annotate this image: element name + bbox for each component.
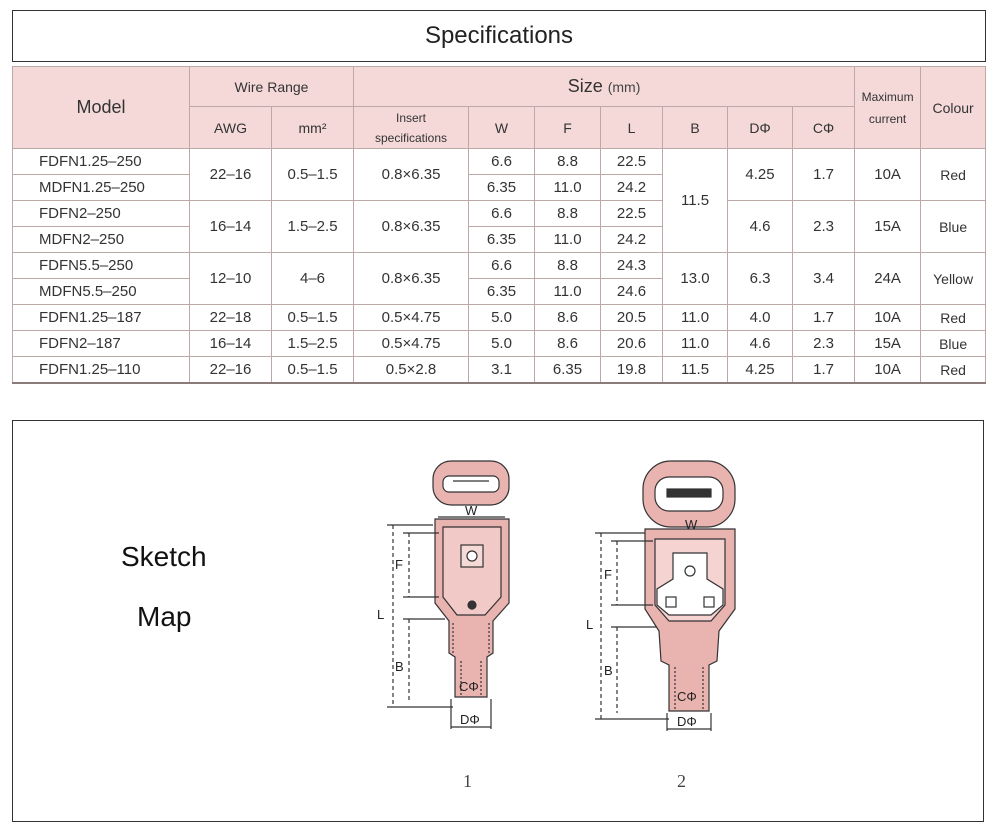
cell-awg: 22–16: [190, 357, 272, 384]
cell-insert: 0.5×4.75: [354, 331, 469, 357]
cell-l: 20.6: [601, 331, 663, 357]
cell-model: MDFN5.5–250: [13, 279, 190, 305]
cell-b: 11.5: [663, 357, 728, 384]
cell-l: 24.2: [601, 175, 663, 201]
cell-current: 10A: [855, 357, 921, 384]
cell-colour: Red: [921, 149, 986, 201]
cell-model: FDFN5.5–250: [13, 253, 190, 279]
cell-c: 1.7: [793, 357, 855, 384]
cell-l: 22.5: [601, 149, 663, 175]
specifications-title: Specifications: [12, 10, 986, 62]
terminal-drawings: [13, 421, 983, 821]
contact-tab: [666, 597, 676, 607]
table-row: [13, 149, 986, 175]
cell-f: 8.8: [535, 201, 601, 227]
cell-d: 4.6: [728, 201, 793, 253]
cell-current: 15A: [855, 201, 921, 253]
cell-w: 5.0: [469, 331, 535, 357]
cell-d: 4.25: [728, 357, 793, 384]
cell-model: FDFN2–187: [13, 331, 190, 357]
cell-d: 6.3: [728, 253, 793, 305]
cell-model: FDFN1.25–187: [13, 305, 190, 331]
cell-f: 6.35: [535, 357, 601, 384]
cell-f: 8.6: [535, 331, 601, 357]
cell-awg: 16–14: [190, 201, 272, 253]
label-f: F: [604, 567, 612, 582]
cell-awg: 22–16: [190, 149, 272, 201]
sketch-title-line1: Sketch: [121, 541, 207, 572]
header-insert-line2: specifications: [374, 130, 448, 145]
cell-f: 11.0: [535, 227, 601, 253]
label-w: W: [685, 517, 698, 532]
cell-model: MDFN2–250: [13, 227, 190, 253]
table-row: [13, 357, 986, 384]
header-f: F: [535, 107, 601, 149]
sketch-title-line2: Map: [137, 601, 192, 632]
cell-current: 24A: [855, 253, 921, 305]
header-colour: Colour: [921, 67, 986, 149]
cell-model: FDFN1.25–250: [13, 149, 190, 175]
table-row: [13, 253, 986, 279]
cell-w: 3.1: [469, 357, 535, 384]
cell-c: 1.7: [793, 305, 855, 331]
cell-f: 11.0: [535, 279, 601, 305]
cell-mm2: 0.5–1.5: [272, 149, 354, 201]
cell-w: 6.35: [469, 175, 535, 201]
cell-colour: Red: [921, 357, 986, 384]
header-model: Model: [13, 67, 190, 149]
sketch-map-panel: [12, 420, 984, 822]
cell-l: 24.3: [601, 253, 663, 279]
cell-mm2: 4–6: [272, 253, 354, 305]
table-row: [13, 331, 986, 357]
terminal-figure-2: [595, 461, 735, 731]
contact-dimple: [685, 566, 695, 576]
cell-l: 24.6: [601, 279, 663, 305]
cell-w: 6.6: [469, 253, 535, 279]
cell-mm2: 0.5–1.5: [272, 357, 354, 384]
figure-number-2: 2: [677, 771, 686, 791]
header-size-unit: (mm): [607, 79, 641, 95]
label-w: W: [465, 503, 478, 518]
cell-f: 8.8: [535, 253, 601, 279]
cell-w: 6.35: [469, 227, 535, 253]
cell-d: 4.25: [728, 149, 793, 201]
cell-awg: 12–10: [190, 253, 272, 305]
cell-insert: 0.5×2.8: [354, 357, 469, 384]
cell-b: 11.5: [663, 149, 728, 253]
cell-b: 13.0: [663, 253, 728, 305]
cell-c: 2.3: [793, 201, 855, 253]
cell-colour: Yellow: [921, 253, 986, 305]
cell-model: MDFN1.25–250: [13, 175, 190, 201]
cell-w: 6.35: [469, 279, 535, 305]
header-max-current: [855, 67, 921, 149]
cell-w: 6.6: [469, 201, 535, 227]
cell-current: 15A: [855, 331, 921, 357]
cell-awg: 16–14: [190, 331, 272, 357]
end-view-inner: [443, 476, 499, 492]
cell-colour: Blue: [921, 201, 986, 253]
cell-b: 11.0: [663, 331, 728, 357]
cell-model: FDFN1.25–110: [13, 357, 190, 384]
cell-mm2: 1.5–2.5: [272, 331, 354, 357]
header-w: W: [469, 107, 535, 149]
label-b: B: [395, 659, 404, 674]
label-b: B: [604, 663, 613, 678]
cell-d: 4.0: [728, 305, 793, 331]
cell-colour: Blue: [921, 331, 986, 357]
header-l: L: [601, 107, 663, 149]
contact-tab: [704, 597, 714, 607]
header-max-line2: current: [868, 111, 907, 126]
label-d: DΦ: [677, 714, 697, 729]
cell-insert: 0.8×6.35: [354, 149, 469, 201]
label-d: DΦ: [460, 712, 480, 727]
cell-insert: 0.5×4.75: [354, 305, 469, 331]
cell-current: 10A: [855, 305, 921, 331]
cell-f: 11.0: [535, 175, 601, 201]
cell-insert: 0.8×6.35: [354, 201, 469, 253]
header-max-line1: Maximum: [861, 89, 914, 104]
label-l: L: [377, 607, 385, 622]
header-insert: [354, 107, 469, 149]
cell-c: 3.4: [793, 253, 855, 305]
header-insert-line1: Insert: [396, 110, 427, 125]
cell-l: 22.5: [601, 201, 663, 227]
header-b: B: [663, 107, 728, 149]
cell-l: 24.2: [601, 227, 663, 253]
table-row: [13, 305, 986, 331]
header-size: [354, 67, 855, 107]
cell-f: 8.8: [535, 149, 601, 175]
cell-insert: 0.8×6.35: [354, 253, 469, 305]
specifications-table: [12, 66, 986, 384]
cell-f: 8.6: [535, 305, 601, 331]
cell-b: 11.0: [663, 305, 728, 331]
header-mm2: mm²: [272, 107, 354, 149]
header-size-label: Size: [567, 76, 603, 96]
terminal-figure-1: [387, 461, 509, 729]
cell-mm2: 0.5–1.5: [272, 305, 354, 331]
label-c: CΦ: [677, 689, 697, 704]
cell-d: 4.6: [728, 331, 793, 357]
label-f: F: [395, 557, 403, 572]
cell-w: 6.6: [469, 149, 535, 175]
header-wire-range: Wire Range: [190, 67, 354, 107]
table-row: [13, 201, 986, 227]
figure-number-1: 1: [463, 771, 472, 791]
label-l: L: [586, 617, 594, 632]
cell-model: FDFN2–250: [13, 201, 190, 227]
cell-l: 19.8: [601, 357, 663, 384]
label-c: CΦ: [459, 679, 479, 694]
cell-mm2: 1.5–2.5: [272, 201, 354, 253]
cell-awg: 22–18: [190, 305, 272, 331]
cell-l: 20.5: [601, 305, 663, 331]
cell-c: 2.3: [793, 331, 855, 357]
header-c: CΦ: [793, 107, 855, 149]
contact-dimple: [467, 551, 477, 561]
cell-current: 10A: [855, 149, 921, 201]
header-awg: AWG: [190, 107, 272, 149]
cell-w: 5.0: [469, 305, 535, 331]
stop-mark: [468, 601, 476, 609]
header-d: DΦ: [728, 107, 793, 149]
end-view-slot: [667, 489, 711, 497]
cell-c: 1.7: [793, 149, 855, 201]
cell-colour: Red: [921, 305, 986, 331]
